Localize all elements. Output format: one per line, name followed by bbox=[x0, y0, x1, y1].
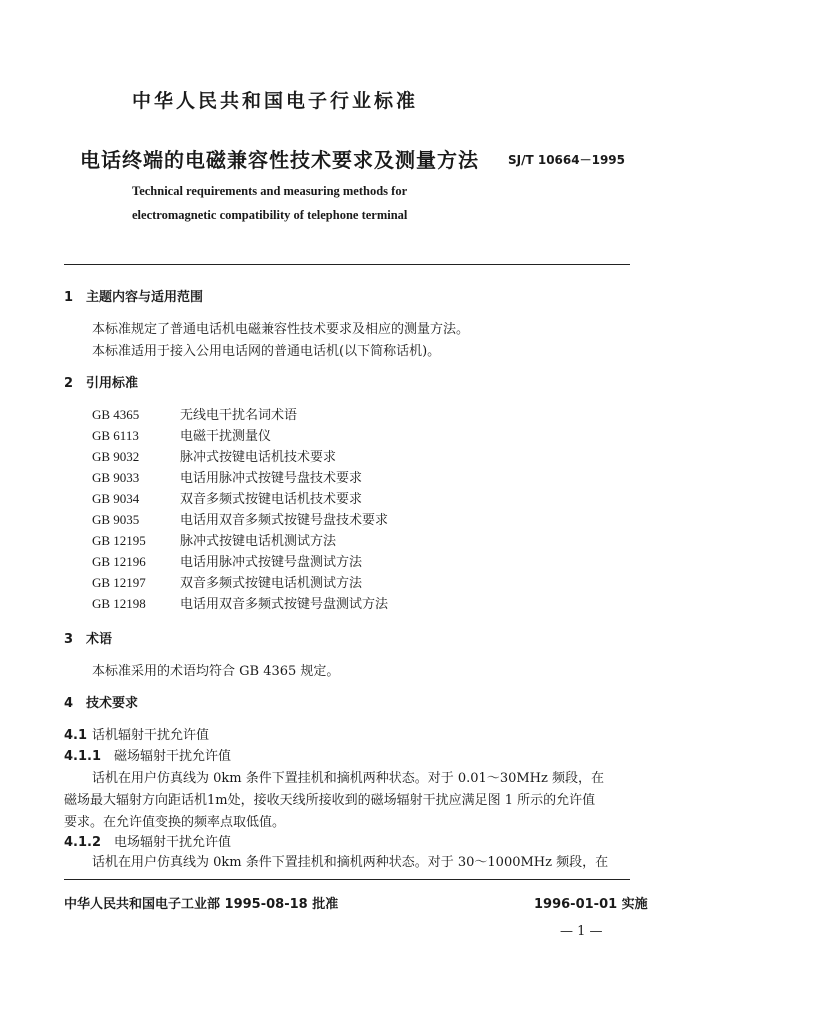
subsection-number: 4.1.1 bbox=[64, 749, 102, 764]
section-3-paragraph: 本标准采用的术语均符合 GB 4365 规定。 bbox=[92, 664, 340, 679]
reference-item bbox=[92, 509, 388, 528]
reference-name: 电磁干扰测量仪 bbox=[180, 429, 272, 444]
reference-name: 双音多频式按键电话机技术要求 bbox=[180, 492, 363, 507]
approval-statement: 中华人民共和国电子工业部 1995-08-18 批准 bbox=[64, 897, 339, 912]
section-heading-1 bbox=[64, 286, 203, 305]
reference-name: 电话用双音多频式按键号盘技术要求 bbox=[180, 513, 389, 528]
section-title: 引用标准 bbox=[86, 376, 139, 391]
subsection-title: 话机辐射干扰允许值 bbox=[92, 728, 210, 743]
reference-item bbox=[92, 467, 362, 486]
section-heading-2 bbox=[64, 372, 138, 391]
reference-item bbox=[92, 446, 336, 465]
reference-code: GB 9032 bbox=[92, 449, 140, 464]
english-title-line-1: Technical requirements and measuring methods for bbox=[132, 184, 408, 198]
reference-item bbox=[92, 551, 362, 570]
reference-name: 脉冲式按键电话机测试方法 bbox=[180, 534, 337, 549]
reference-code: GB 6113 bbox=[92, 428, 139, 443]
reference-code: GB 9035 bbox=[92, 512, 140, 527]
page-number: — 1 — bbox=[560, 924, 603, 939]
reference-code: GB 12195 bbox=[92, 533, 146, 548]
paragraph-line: 话机在用户仿真线为 0km 条件下置挂机和摘机两种状态。对于 30～1000MHz 频段，在 bbox=[92, 855, 609, 870]
section-number: 1 bbox=[64, 290, 74, 305]
issuing-organization: 中华人民共和国电子行业标准 bbox=[132, 90, 419, 112]
reference-item bbox=[92, 425, 271, 444]
section-title: 术语 bbox=[86, 632, 113, 647]
reference-code: GB 12197 bbox=[92, 575, 146, 590]
section-1-paragraph-2: 本标准适用于接入公用电话网的普通电话机(以下简称话机)。 bbox=[92, 344, 441, 359]
reference-item bbox=[92, 530, 336, 549]
subsection-heading-4-1-2 bbox=[64, 831, 231, 850]
reference-item bbox=[92, 593, 388, 612]
reference-item bbox=[92, 572, 362, 591]
section-number: 3 bbox=[64, 632, 74, 647]
paragraph-line: 话机在用户仿真线为 0km 条件下置挂机和摘机两种状态。对于 0.01～30MHz 频段，在 bbox=[92, 771, 604, 786]
standard-number: SJ/T 10664－1995 bbox=[508, 153, 626, 167]
paragraph-line: 要求。在允许值变换的频率点取低值。 bbox=[64, 815, 286, 830]
reference-item bbox=[92, 488, 362, 507]
header-divider bbox=[64, 264, 630, 265]
reference-name: 电话用脉冲式按键号盘技术要求 bbox=[180, 471, 363, 486]
reference-code: GB 12196 bbox=[92, 554, 146, 569]
reference-code: GB 9034 bbox=[92, 491, 140, 506]
reference-item bbox=[92, 404, 297, 423]
subsection-title: 电场辐射干扰允许值 bbox=[114, 835, 232, 850]
reference-name: 双音多频式按键电话机测试方法 bbox=[180, 576, 363, 591]
section-number: 2 bbox=[64, 376, 74, 391]
reference-name: 电话用脉冲式按键号盘测试方法 bbox=[180, 555, 363, 570]
subsection-heading-4-1 bbox=[64, 724, 209, 743]
paragraph-line: 磁场最大辐射方向距话机1m处，接收天线所接收到的磁场辐射干扰应满足图 1 所示的允许值 bbox=[64, 793, 596, 808]
subsection-title: 磁场辐射干扰允许值 bbox=[114, 749, 232, 764]
document-title: 电话终端的电磁兼容性技术要求及测量方法 bbox=[80, 148, 479, 172]
section-title: 主题内容与适用范围 bbox=[86, 290, 204, 305]
reference-name: 电话用双音多频式按键号盘测试方法 bbox=[180, 597, 389, 612]
reference-code: GB 12198 bbox=[92, 596, 146, 611]
footer-divider bbox=[64, 879, 630, 880]
section-heading-4 bbox=[64, 692, 138, 711]
implementation-date: 1996-01-01 实施 bbox=[534, 897, 648, 912]
reference-code: GB 9033 bbox=[92, 470, 140, 485]
subsection-number: 4.1.2 bbox=[64, 835, 102, 850]
section-1-paragraph-1: 本标准规定了普通电话机电磁兼容性技术要求及相应的测量方法。 bbox=[92, 322, 470, 337]
section-heading-3 bbox=[64, 628, 112, 647]
section-title: 技术要求 bbox=[86, 696, 139, 711]
section-number: 4 bbox=[64, 696, 74, 711]
reference-code: GB 4365 bbox=[92, 407, 140, 422]
english-title-line-2: electromagnetic compatibility of telephone terminal bbox=[132, 208, 408, 222]
reference-name: 无线电干扰名词术语 bbox=[180, 408, 298, 423]
subsection-number: 4.1 bbox=[64, 728, 88, 743]
subsection-heading-4-1-1 bbox=[64, 745, 231, 764]
reference-name: 脉冲式按键电话机技术要求 bbox=[180, 450, 337, 465]
